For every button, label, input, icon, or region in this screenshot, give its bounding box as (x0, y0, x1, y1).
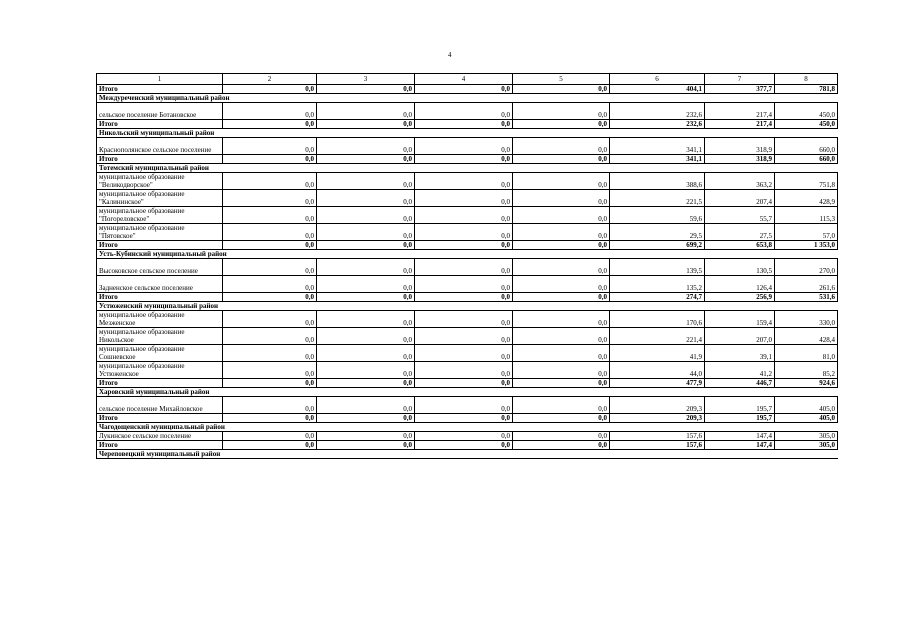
value-cell: 341,1 (610, 155, 705, 164)
value-cell: 0,0 (513, 138, 610, 155)
table-row (97, 276, 838, 293)
district-header-row (97, 94, 838, 103)
table-row (97, 190, 838, 207)
value-cell: 0,0 (513, 155, 610, 164)
value-cell: 0,0 (513, 345, 610, 362)
value-cell: 0,0 (415, 207, 513, 224)
value-cell: 0,0 (415, 362, 513, 379)
value-cell: 446,7 (705, 379, 775, 388)
settlement-name: сельское поселение Ботановское (97, 103, 223, 120)
value-cell: 1 353,0 (775, 241, 838, 250)
value-cell: 0,0 (223, 397, 317, 414)
value-cell: 924,6 (775, 379, 838, 388)
value-cell: 81,0 (775, 345, 838, 362)
value-cell: 0,0 (223, 432, 317, 441)
total-label: Итого (97, 120, 223, 129)
table-row (97, 173, 838, 190)
value-cell: 450,0 (775, 120, 838, 129)
value-cell: 428,9 (775, 190, 838, 207)
district-name: Никольский муниципальный район (97, 129, 838, 138)
value-cell: 195,7 (705, 397, 775, 414)
value-cell: 0,0 (317, 345, 415, 362)
total-label: Итого (97, 155, 223, 164)
value-cell: 217,4 (705, 103, 775, 120)
value-cell: 0,0 (513, 85, 610, 94)
value-cell: 0,0 (513, 414, 610, 423)
value-cell: 261,6 (775, 276, 838, 293)
total-label: Итого (97, 379, 223, 388)
value-cell: 0,0 (223, 190, 317, 207)
total-label: Итого (97, 293, 223, 302)
value-cell: 0,0 (317, 120, 415, 129)
value-cell: 195,7 (705, 414, 775, 423)
value-cell: 0,0 (223, 345, 317, 362)
value-cell: 0,0 (513, 328, 610, 345)
district-name: Харовский муниципальный район (97, 388, 838, 397)
page-number: 4 (448, 51, 452, 59)
value-cell: 405,0 (775, 397, 838, 414)
total-row (97, 155, 838, 164)
value-cell: 0,0 (415, 293, 513, 302)
value-cell: 0,0 (317, 155, 415, 164)
table-row (97, 259, 838, 276)
value-cell: 0,0 (317, 276, 415, 293)
value-cell: 0,0 (415, 276, 513, 293)
table-row (97, 224, 838, 241)
value-cell: 531,6 (775, 293, 838, 302)
column-header: 8 (775, 74, 838, 85)
column-header: 7 (705, 74, 775, 85)
district-header-row (97, 423, 838, 432)
value-cell: 232,6 (610, 120, 705, 129)
value-cell: 221,5 (610, 190, 705, 207)
value-cell: 363,2 (705, 173, 775, 190)
column-header: 3 (317, 74, 415, 85)
value-cell: 0,0 (415, 85, 513, 94)
value-cell: 0,0 (513, 441, 610, 450)
value-cell: 0,0 (415, 155, 513, 164)
value-cell: 405,0 (775, 414, 838, 423)
value-cell: 0,0 (415, 397, 513, 414)
settlement-name: муниципальное образование "Великодворское" (97, 173, 223, 190)
value-cell: 305,0 (775, 432, 838, 441)
value-cell: 44,0 (610, 362, 705, 379)
value-cell: 0,0 (223, 362, 317, 379)
value-cell: 126,4 (705, 276, 775, 293)
total-label: Итого (97, 241, 223, 250)
table-row (97, 328, 838, 345)
value-cell: 147,4 (705, 432, 775, 441)
value-cell: 0,0 (513, 362, 610, 379)
value-cell: 0,0 (415, 224, 513, 241)
value-cell: 0,0 (317, 362, 415, 379)
value-cell: 0,0 (223, 276, 317, 293)
value-cell: 341,1 (610, 138, 705, 155)
value-cell: 0,0 (513, 173, 610, 190)
value-cell: 0,0 (317, 379, 415, 388)
value-cell: 27,5 (705, 224, 775, 241)
value-cell: 0,0 (223, 441, 317, 450)
value-cell: 0,0 (513, 224, 610, 241)
value-cell: 0,0 (223, 224, 317, 241)
total-label: Итого (97, 414, 223, 423)
value-cell: 0,0 (223, 328, 317, 345)
value-cell: 477,9 (610, 379, 705, 388)
table-body (97, 74, 838, 459)
value-cell: 0,0 (317, 190, 415, 207)
value-cell: 0,0 (415, 432, 513, 441)
value-cell: 0,0 (223, 103, 317, 120)
table-row (97, 397, 838, 414)
total-label: Итого (97, 441, 223, 450)
value-cell: 0,0 (513, 190, 610, 207)
value-cell: 0,0 (317, 173, 415, 190)
district-name: Устюженский муниципальный район (97, 302, 838, 311)
column-header: 2 (223, 74, 317, 85)
district-header-row (97, 450, 838, 459)
value-cell: 0,0 (317, 441, 415, 450)
value-cell: 147,4 (705, 441, 775, 450)
settlement-name: Краснополянское сельское поселение (97, 138, 223, 155)
value-cell: 428,4 (775, 328, 838, 345)
value-cell: 41,2 (705, 362, 775, 379)
settlement-name: муниципальное образование Устюженское (97, 362, 223, 379)
value-cell: 232,6 (610, 103, 705, 120)
settlement-name: муниципальное образование Сошневское (97, 345, 223, 362)
value-cell: 0,0 (513, 103, 610, 120)
total-row (97, 441, 838, 450)
value-cell: 450,0 (775, 103, 838, 120)
value-cell: 0,0 (415, 328, 513, 345)
table-row (97, 311, 838, 328)
district-header-row (97, 164, 838, 173)
value-cell: 221,4 (610, 328, 705, 345)
total-row (97, 379, 838, 388)
value-cell: 653,8 (705, 241, 775, 250)
value-cell: 130,5 (705, 259, 775, 276)
allocation-table (96, 73, 838, 459)
value-cell: 207,0 (705, 328, 775, 345)
value-cell: 377,7 (705, 85, 775, 94)
value-cell: 209,3 (610, 414, 705, 423)
value-cell: 170,6 (610, 311, 705, 328)
value-cell: 388,6 (610, 173, 705, 190)
value-cell: 0,0 (415, 173, 513, 190)
district-name: Чагодощенский муниципальный район (97, 423, 838, 432)
value-cell: 699,2 (610, 241, 705, 250)
value-cell: 0,0 (415, 311, 513, 328)
value-cell: 0,0 (223, 173, 317, 190)
value-cell: 29,5 (610, 224, 705, 241)
value-cell: 0,0 (223, 120, 317, 129)
district-name: Череповецкий муниципальный район (97, 450, 838, 459)
value-cell: 0,0 (513, 432, 610, 441)
value-cell: 0,0 (317, 103, 415, 120)
value-cell: 305,0 (775, 441, 838, 450)
table-row (97, 207, 838, 224)
value-cell: 0,0 (317, 328, 415, 345)
value-cell: 0,0 (415, 441, 513, 450)
value-cell: 0,0 (415, 241, 513, 250)
column-header: 6 (610, 74, 705, 85)
value-cell: 0,0 (513, 397, 610, 414)
value-cell: 0,0 (415, 190, 513, 207)
value-cell: 270,0 (775, 259, 838, 276)
value-cell: 217,4 (705, 120, 775, 129)
value-cell: 209,3 (610, 397, 705, 414)
value-cell: 207,4 (705, 190, 775, 207)
value-cell: 0,0 (513, 311, 610, 328)
value-cell: 0,0 (513, 379, 610, 388)
table-row (97, 362, 838, 379)
value-cell: 0,0 (223, 138, 317, 155)
value-cell: 0,0 (513, 276, 610, 293)
value-cell: 781,8 (775, 85, 838, 94)
district-header-row (97, 129, 838, 138)
value-cell: 0,0 (513, 241, 610, 250)
value-cell: 0,0 (317, 207, 415, 224)
value-cell: 0,0 (223, 414, 317, 423)
value-cell: 0,0 (317, 224, 415, 241)
district-header-row (97, 250, 838, 259)
total-row (97, 241, 838, 250)
settlement-name: муниципальное образование "Пятовское" (97, 224, 223, 241)
value-cell: 0,0 (513, 207, 610, 224)
value-cell: 135,2 (610, 276, 705, 293)
settlement-name: муниципальное образование "Калининское" (97, 190, 223, 207)
total-row (97, 293, 838, 302)
value-cell: 139,5 (610, 259, 705, 276)
value-cell: 0,0 (223, 241, 317, 250)
settlement-name: Высоковское сельское поселение (97, 259, 223, 276)
district-header-row (97, 302, 838, 311)
value-cell: 256,9 (705, 293, 775, 302)
value-cell: 0,0 (513, 120, 610, 129)
value-cell: 0,0 (223, 259, 317, 276)
value-cell: 0,0 (415, 379, 513, 388)
value-cell: 0,0 (317, 241, 415, 250)
value-cell: 41,9 (610, 345, 705, 362)
settlement-name: сельское поселение Михайловское (97, 397, 223, 414)
value-cell: 0,0 (415, 103, 513, 120)
total-row (97, 120, 838, 129)
total-label: Итого (97, 85, 223, 94)
value-cell: 660,0 (775, 138, 838, 155)
value-cell: 660,0 (775, 155, 838, 164)
value-cell: 0,0 (317, 432, 415, 441)
column-header: 1 (97, 74, 223, 85)
value-cell: 85,2 (775, 362, 838, 379)
value-cell: 0,0 (415, 138, 513, 155)
value-cell: 115,3 (775, 207, 838, 224)
table-row (97, 138, 838, 155)
value-cell: 0,0 (223, 311, 317, 328)
value-cell: 274,7 (610, 293, 705, 302)
value-cell: 404,1 (610, 85, 705, 94)
value-cell: 157,6 (610, 432, 705, 441)
district-name: Усть-Кубинский муниципальный район (97, 250, 838, 259)
settlement-name: Задненское сельское поселение (97, 276, 223, 293)
value-cell: 0,0 (223, 293, 317, 302)
total-row (97, 85, 838, 94)
value-cell: 0,0 (223, 85, 317, 94)
value-cell: 0,0 (415, 259, 513, 276)
value-cell: 0,0 (317, 311, 415, 328)
value-cell: 0,0 (317, 138, 415, 155)
value-cell: 0,0 (223, 379, 317, 388)
table-row (97, 345, 838, 362)
total-row (97, 414, 838, 423)
value-cell: 0,0 (317, 397, 415, 414)
value-cell: 57,0 (775, 224, 838, 241)
value-cell: 0,0 (415, 414, 513, 423)
value-cell: 55,7 (705, 207, 775, 224)
value-cell: 0,0 (317, 293, 415, 302)
settlement-name: муниципальное образование Никольское (97, 328, 223, 345)
column-header: 4 (415, 74, 513, 85)
district-header-row (97, 388, 838, 397)
settlement-name: муниципальное образование Мезженское (97, 311, 223, 328)
value-cell: 0,0 (317, 259, 415, 276)
value-cell: 0,0 (415, 120, 513, 129)
value-cell: 0,0 (223, 155, 317, 164)
settlement-name: муниципальное образование "Погореловское" (97, 207, 223, 224)
value-cell: 0,0 (317, 85, 415, 94)
value-cell: 0,0 (513, 259, 610, 276)
district-name: Междуреченский муниципальный район (97, 94, 838, 103)
table-row (97, 432, 838, 441)
value-cell: 59,6 (610, 207, 705, 224)
district-name: Тотемский муниципальный район (97, 164, 838, 173)
value-cell: 318,9 (705, 138, 775, 155)
value-cell: 0,0 (317, 414, 415, 423)
table-row (97, 103, 838, 120)
value-cell: 318,9 (705, 155, 775, 164)
settlement-name: Лукинское сельское поселение (97, 432, 223, 441)
value-cell: 0,0 (513, 293, 610, 302)
value-cell: 751,8 (775, 173, 838, 190)
column-number-row (97, 74, 838, 85)
value-cell: 159,4 (705, 311, 775, 328)
value-cell: 157,6 (610, 441, 705, 450)
value-cell: 39,1 (705, 345, 775, 362)
value-cell: 0,0 (415, 345, 513, 362)
value-cell: 0,0 (223, 207, 317, 224)
value-cell: 330,0 (775, 311, 838, 328)
column-header: 5 (513, 74, 610, 85)
